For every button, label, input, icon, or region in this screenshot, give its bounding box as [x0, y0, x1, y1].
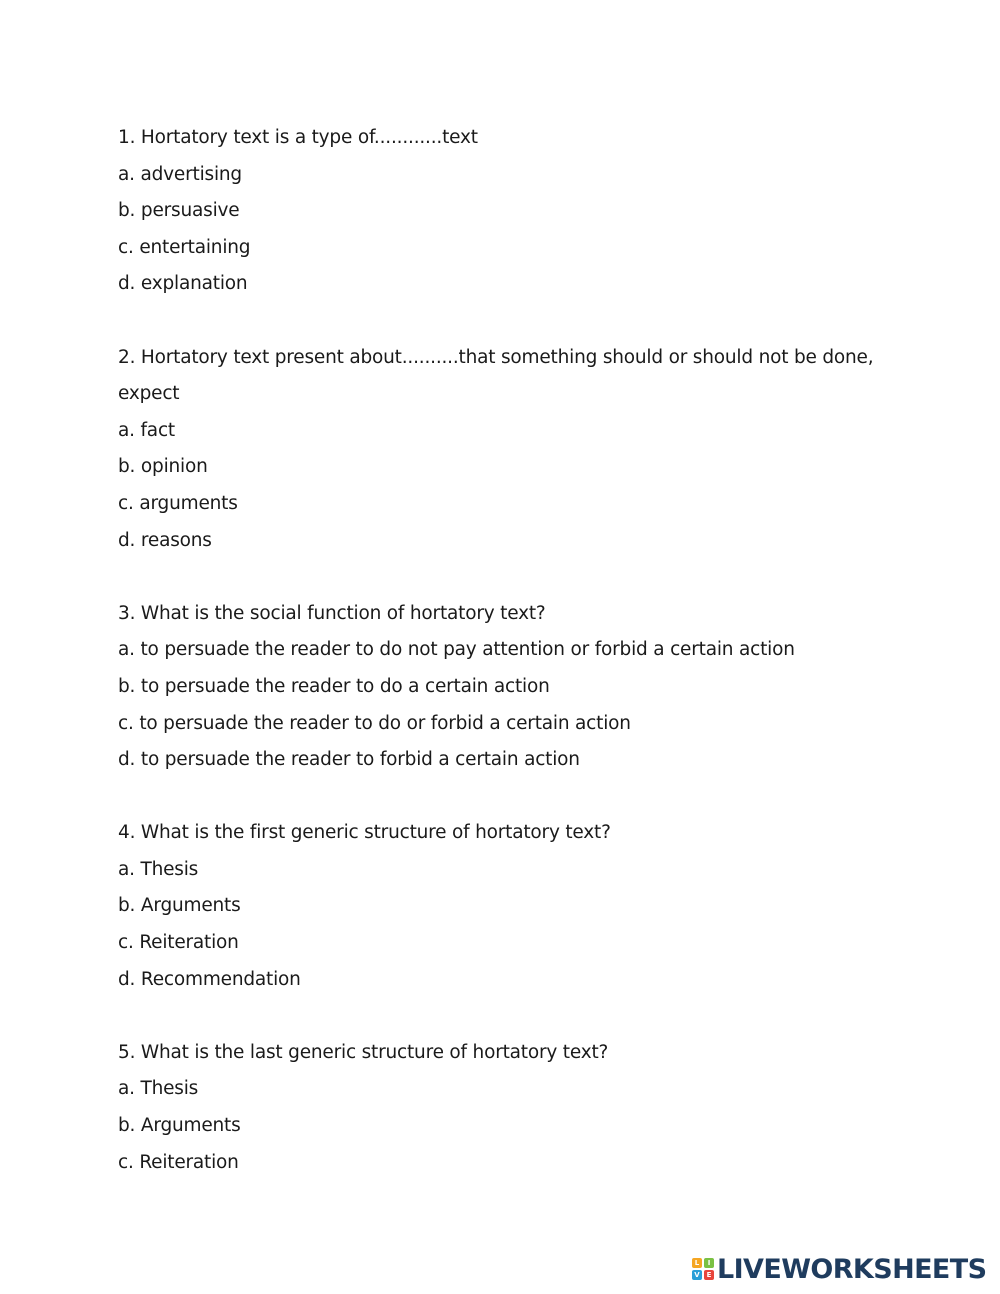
logo-text: LIVEWORKSHEETS — [717, 1253, 987, 1285]
liveworksheets-logo — [692, 1252, 986, 1286]
answer-option: c. Reiteration — [118, 932, 239, 954]
question-3 — [118, 596, 918, 779]
question-1 — [118, 120, 918, 303]
question-stem: 1. Hortatory text is a type of............text — [118, 127, 478, 148]
question-stem-continued: expect — [118, 383, 180, 405]
question-5 — [118, 1035, 918, 1181]
answer-option: c. to persuade the reader to do or forbid a certain action — [118, 712, 631, 734]
answer-option: b. persuasive — [118, 200, 240, 222]
worksheet — [118, 120, 918, 1218]
question-stem: 3. What is the social function of hortatory text? — [118, 602, 546, 624]
answer-option: a. to persuade the reader to do not pay attention or forbid a certain action — [118, 639, 795, 661]
answer-option: b. Arguments — [118, 1115, 241, 1137]
answer-option: d. to persuade the reader to forbid a certain action — [118, 749, 580, 771]
answer-option: a. fact — [118, 419, 175, 441]
answer-option: b. Arguments — [118, 895, 241, 917]
logo-mark-tile: L — [692, 1258, 702, 1268]
answer-option: a. Thesis — [118, 858, 199, 880]
question-stem: 4. What is the first generic structure of hortatory text? — [118, 822, 611, 844]
question-stem: 2. Hortatory text present about..........that something should or should not be done, — [118, 346, 874, 368]
answer-option: c. arguments — [118, 492, 238, 514]
question-2 — [118, 340, 918, 560]
answer-option: d. Recommendation — [118, 968, 301, 990]
answer-option: c. Reiteration — [118, 1151, 239, 1173]
logo-mark-tile: V — [692, 1270, 702, 1280]
answer-option: d. reasons — [118, 529, 212, 551]
answer-option: a. Thesis — [118, 1078, 199, 1100]
logo-mark-tile: E — [704, 1270, 714, 1280]
answer-option: b. to persuade the reader to do a certain action — [118, 675, 550, 697]
answer-option: a. advertising — [118, 163, 242, 185]
question-4 — [118, 815, 918, 998]
answer-option: c. entertaining — [118, 236, 251, 258]
answer-option: d. explanation — [118, 273, 248, 295]
logo-mark-icon — [692, 1258, 714, 1280]
logo-mark-tile: I — [704, 1258, 714, 1268]
question-stem: 5. What is the last generic structure of hortatory text? — [118, 1041, 609, 1063]
answer-option: b. opinion — [118, 456, 208, 478]
